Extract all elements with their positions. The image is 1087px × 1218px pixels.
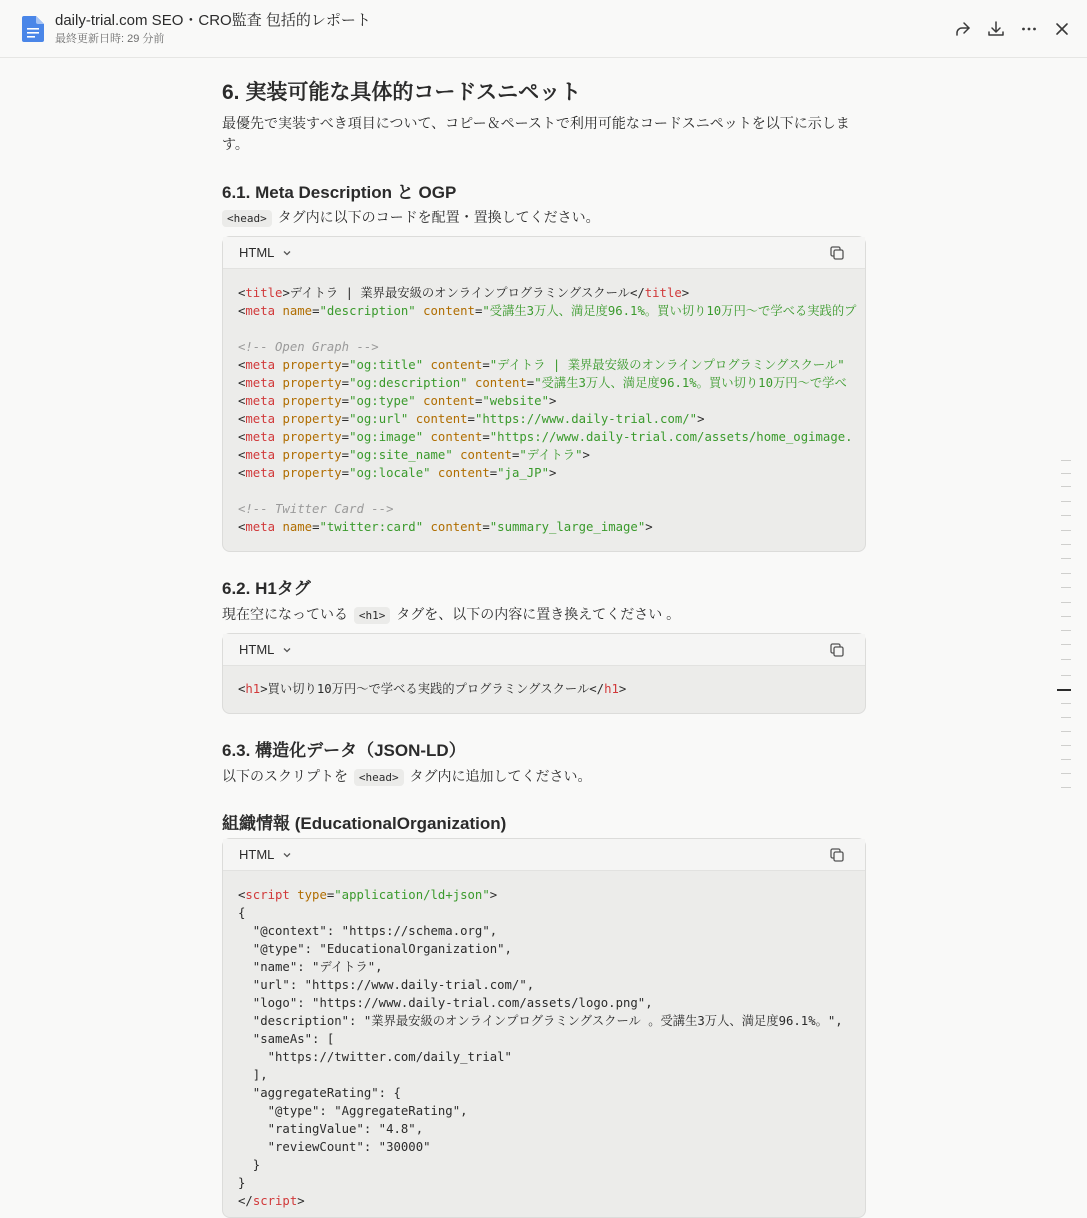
section-6-2-heading: 6.2. H1タグ [222,579,311,598]
ruler-tick[interactable] [1061,587,1071,588]
org-info-heading: 組織情報 (EducationalOrganization) [222,814,507,833]
ruler-tick[interactable] [1061,703,1071,704]
top-bar [0,0,1087,58]
code-ld-sameas: https://twitter.com/daily_trial [275,1050,505,1064]
code-block-h1 [222,633,866,714]
close-icon[interactable] [1050,17,1073,40]
ruler-tick[interactable] [1061,573,1071,574]
section-6-2-text [222,604,862,626]
code-og-locale: ja_JP [504,466,542,480]
section-6-3-text [222,766,862,788]
code-block-json-ld [222,838,866,1218]
code-twitter-comment: <!-- Twitter Card --> [238,502,394,516]
code-og-site-name: デイトラ [526,448,576,462]
code-ld-url: https://www.daily-trial.com/ [312,978,520,992]
inline-code-head: <head> [222,210,272,227]
code-ld-review-count: 30000 [386,1140,424,1154]
section-6-3-text-before: 以下のスクリプトを [222,768,352,784]
code-title-text: デイトラ | 業界最安級のオンラインプログラミングスクール [289,286,630,300]
ruler-tick[interactable] [1061,602,1071,603]
code-ld-rating-type: AggregateRating [341,1104,453,1118]
section-6-1-text-rest: タグ内に以下のコードを配置・置換してください。 [273,209,600,225]
ruler-tick-active[interactable] [1057,689,1071,691]
code-og-title: デイトラ | 業界最安級のオンラインプログラミングスクール [497,358,838,372]
code-og-description: 受講生3万人、満足度96.1%。買い切り10万円〜で学べ [541,376,847,390]
ruler-tick[interactable] [1061,759,1071,760]
more-icon[interactable] [1017,17,1040,40]
code-twitter-card: summary_large_image [497,520,638,534]
code-ld-rating-value: 4.8 [386,1122,409,1136]
code-ld-name: デイトラ [319,960,368,974]
ruler-tick[interactable] [1061,544,1071,545]
ruler-tick[interactable] [1061,460,1071,461]
code-language-selector[interactable]: HTML [239,642,275,657]
code-ld-description: 業界最安級のオンラインプログラミングスクール 。受講生3万人、満足度96.1%。 [371,1014,828,1028]
ruler-tick[interactable] [1061,659,1071,660]
copy-icon[interactable] [829,847,845,863]
code-ld-logo: https://www.daily-trial.com/assets/logo.png [319,996,638,1010]
section-6-intro: 最優先で実装すべき項目について、コピー＆ペーストで利用可能なコードスニペットを以下に示します。 [222,115,850,152]
copy-icon[interactable] [829,245,845,261]
section-6-1-heading: 6.1. Meta Description と OGP [222,183,457,202]
ruler-tick[interactable] [1061,630,1071,631]
share-icon[interactable] [951,17,974,40]
section-6-2-text-before: 現在空になっている [222,606,352,622]
chevron-down-icon[interactable] [282,645,292,655]
ruler-tick[interactable] [1061,515,1071,516]
section-6-3-heading: 6.3. 構造化データ（JSON-LD） [222,741,466,760]
document-title: daily-trial.com SEO・CRO監査 包括的レポート [55,12,371,29]
copy-icon[interactable] [829,642,845,658]
section-6-1-text [222,207,862,229]
code-og-type: website [489,394,542,408]
code-og-image: https://www.daily-trial.com/assets/home_ogimage. [497,430,853,444]
document-icon [21,15,45,43]
ruler-tick[interactable] [1061,675,1071,676]
ruler-tick[interactable] [1061,558,1071,559]
code-content[interactable]: <h1>買い切り10万円〜で学べる実践的プログラミングスクール</h1> [238,682,627,696]
code-content[interactable]: <title>デイトラ | 業界最安級のオンラインプログラミングスクール</title> <meta name="description" content="受講生3万人、満足度96.1%。買い切り10万円〜で学べる実践的プ <!-- Open Graph --> <meta property="og:title" content="デイトラ | 業界最安級のオンラインプログラミングスクール" <meta property="og:description" content="受講生3万人、満足度96.1%。買い切り10万円〜で学べ <meta property="og:type" content="website"> <meta property="og:url" content="https://www.daily-trial.com/"> <meta property="og:image" content="https://www.daily-trial.com/assets/home_ogimage. <meta property="og:site_name" content="デイトラ"> <meta property="og:locale" content="ja_JP"> <!-- Twitter Card --> <meta name="twitter:card" content="summary_large_image"> [238,286,857,534]
section-6-2-text-after: タグを、以下の内容に置き換えてください 。 [392,606,681,622]
code-block-header [223,237,865,269]
code-ld-type: application/ld+json [341,888,483,902]
inline-code-head-2: <head> [354,769,404,786]
code-ld-type-val: EducationalOrganization [326,942,498,956]
code-og-comment: <!-- Open Graph --> [238,340,379,354]
code-block-header [223,839,865,871]
code-language-selector[interactable]: HTML [239,847,275,862]
ruler-tick[interactable] [1061,773,1071,774]
ruler-tick[interactable] [1061,473,1071,474]
code-desc-text: 受講生3万人、満足度96.1%。買い切り10万円〜で学べる実践的プ [489,304,857,318]
code-block-header [223,634,865,666]
inline-code-h1: <h1> [354,607,391,624]
ruler-tick[interactable] [1061,717,1071,718]
chevron-down-icon[interactable] [282,850,292,860]
ruler-tick[interactable] [1061,616,1071,617]
ruler-tick[interactable] [1061,530,1071,531]
code-ld-context: https://schema.org [349,924,483,938]
code-og-url: https://www.daily-trial.com/ [482,412,690,426]
ruler-tick[interactable] [1061,486,1071,487]
ruler-tick[interactable] [1061,731,1071,732]
ruler-tick[interactable] [1061,501,1071,502]
ruler-tick[interactable] [1061,745,1071,746]
chevron-down-icon[interactable] [282,248,292,258]
section-6-3-text-after: タグ内に追加してください。 [405,768,592,784]
ruler-tick[interactable] [1061,787,1071,788]
code-language-selector[interactable]: HTML [239,245,275,260]
code-content[interactable]: <script type="application/ld+json"> { "@context": "https://schema.org", "@type": "EducationalOrganization", "name": "デイトラ", "url": "https://www.daily-trial.com/", "logo": "https://www.daily-trial.com/assets/logo.png", "description": "業界最安級のオンラインプログラミングスクール 。受講生3万人、満足度96.1%。", "sameAs": [ "https://twitter.com/daily_trial" ], "aggregateRating": { "@type": "AggregateRating", "ratingValue": "4.8", "reviewCount": "30000" } } </script> [238,888,843,1208]
last-updated: 最終更新日時: 29 分前 [55,33,165,45]
code-h1-text: 買い切り10万円〜で学べる実践的プログラミングスクール [267,682,590,696]
section-6-heading: 6. 実装可能な具体的コードスニペット [222,81,582,104]
ruler-tick[interactable] [1061,644,1071,645]
download-icon[interactable] [984,17,1007,40]
code-block-meta-ogp [222,236,866,552]
